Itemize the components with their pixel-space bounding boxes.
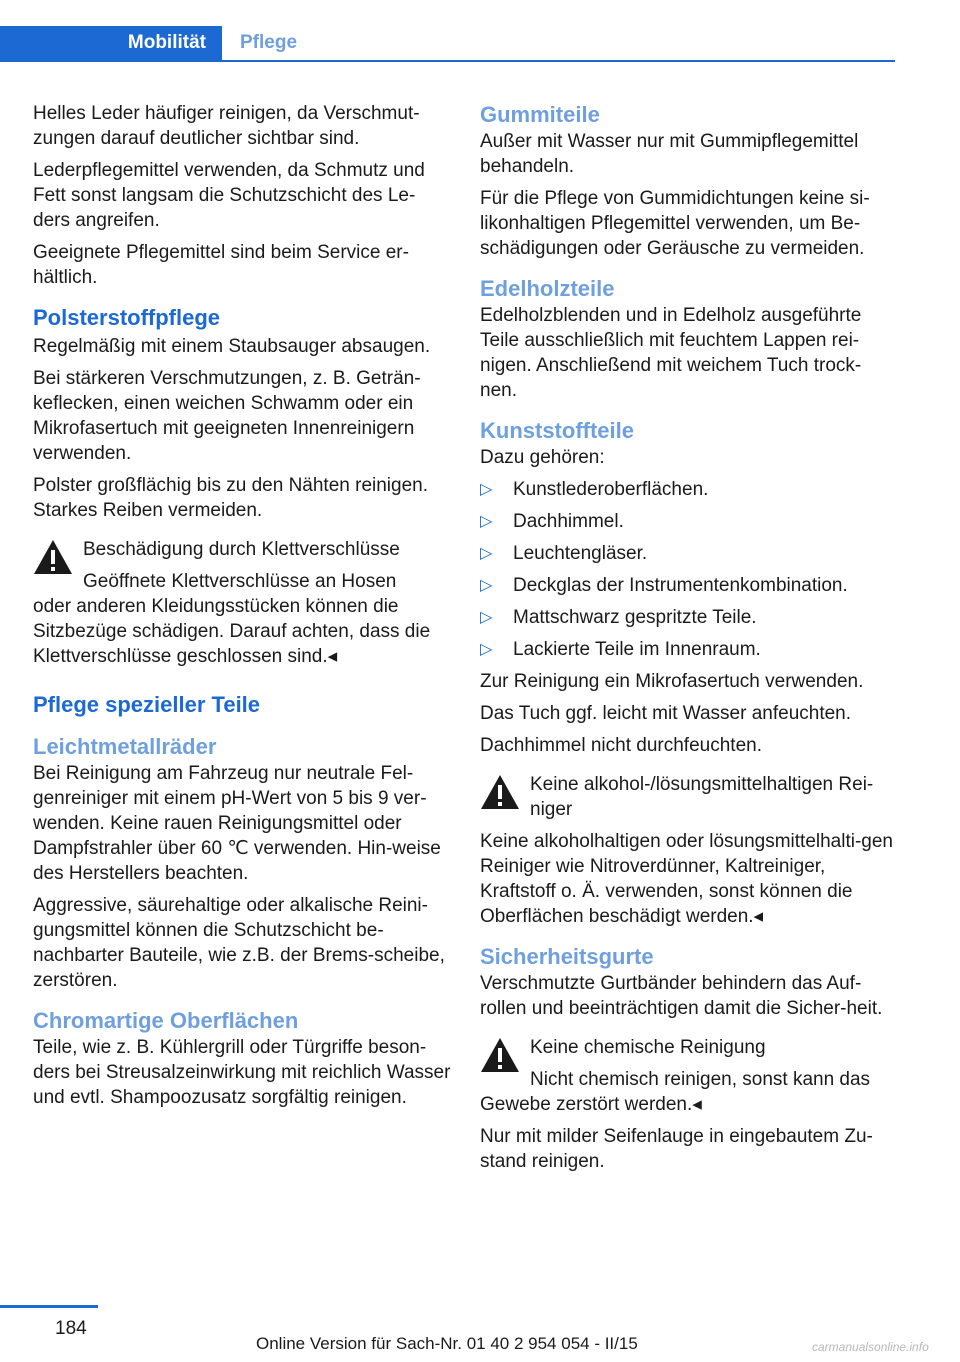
paragraph: Lederpflegemittel verwenden, da Schmutz und Fett sonst langsam die Schutzschicht des Le-ders angreifen. bbox=[33, 160, 425, 231]
tab-underline bbox=[0, 60, 895, 62]
warning-text: oder anderen Kleidungsstücken können die Sitzbezüge schädigen. Darauf achten, dass die Klettverschlüsse geschlossen sind.◂ bbox=[33, 596, 431, 667]
paragraph: Aggressive, säurehaltige oder alkalische Reini-gungsmittel können die Schutzschicht be-nachbarter Bauteile, wie z.B. der Brems-scheibe, zerstören. bbox=[33, 895, 445, 991]
paragraph: Teile, wie z. B. Kühlergrill oder Türgriffe beson-ders bei Streusalzeinwirkung mit reichlich Wasser und evtl. Shampoozusatz sorgfältig reinigen. bbox=[33, 1037, 451, 1108]
warning-triangle-icon bbox=[480, 774, 520, 810]
triangle-bullet-icon: ▷ bbox=[480, 609, 493, 626]
list-item: ▷ Mattschwarz gespritzte Teile. bbox=[480, 607, 757, 628]
list-item: ▷ Deckglas der Instrumentenkombination. bbox=[480, 575, 848, 596]
heading-sicherheitsgurte: Sicherheitsgurte bbox=[480, 944, 654, 969]
triangle-bullet-icon: ▷ bbox=[480, 513, 493, 530]
footer-accent-line bbox=[0, 1305, 98, 1308]
paragraph: Verschmutzte Gurtbänder behindern das Auf-rollen und beeinträchtigen damit die Sicher-heit. bbox=[480, 973, 883, 1019]
paragraph: Zur Reinigung ein Mikrofasertuch verwenden. bbox=[480, 671, 864, 692]
triangle-bullet-icon: ▷ bbox=[480, 481, 493, 498]
heading-edelholzteile: Edelholzteile bbox=[480, 276, 615, 301]
paragraph: Edelholzblenden und in Edelholz ausgeführte Teile ausschließlich mit feuchtem Lappen rei-nigen. Anschließend mit weichem Tuch trock-nen. bbox=[480, 305, 862, 401]
paragraph: Außer mit Wasser nur mit Gummipflegemittel behandeln. bbox=[480, 131, 859, 177]
online-version-note: Online Version für Sach-Nr. 01 40 2 954 054 - II/15 bbox=[256, 1334, 638, 1353]
warning-text-first-line: Geöffnete Klettverschlüsse an Hosen bbox=[83, 571, 397, 592]
tab-mobilitaet[interactable] bbox=[0, 26, 222, 60]
warning-triangle-icon bbox=[480, 1037, 520, 1073]
warning-title: Beschädigung durch Klettverschlüsse bbox=[83, 539, 400, 560]
left-column bbox=[33, 101, 451, 1117]
section-tabbar bbox=[0, 26, 895, 60]
tab-pflege-label: Pflege bbox=[240, 32, 298, 53]
paragraph: Das Tuch ggf. leicht mit Wasser anfeuchten. bbox=[480, 703, 852, 724]
list-item: ▷ Leuchtengläser. bbox=[480, 543, 648, 564]
paragraph: Bei Reinigung am Fahrzeug nur neutrale Fel-genreiniger mit einem pH-Wert von 5 bis 9 ver-wenden. Keine rauen Reinigungsmittel oder Dampfstrahler über 60 ℃ verwenden. Hin-weise des Herstellers beachten. bbox=[33, 763, 441, 884]
paragraph: Bei stärkeren Verschmutzungen, z. B. Geträn-keflecken, einen weichen Schwamm oder ein Mikrofasertuch mit geeigneten Innenreinigern verwenden. bbox=[33, 368, 421, 464]
paragraph: Für die Pflege von Gummidichtungen keine si-likonhaltigen Pflegemittel verwenden, um Be-schädigungen oder Geräusche zu vermeiden. bbox=[480, 188, 870, 259]
heading-polsterstoffpflege: Polsterstoffpflege bbox=[33, 305, 221, 330]
list-item: ▷ Lackierte Teile im Innenraum. bbox=[480, 639, 761, 660]
paragraph: Helles Leder häufiger reinigen, da Verschmut-zungen darauf deutlicher sichtbar sind. bbox=[33, 103, 420, 149]
paragraph: Regelmäßig mit einem Staubsauger absaugen. bbox=[33, 336, 431, 357]
paragraph: Dachhimmel nicht durchfeuchten. bbox=[480, 735, 762, 756]
watermark: carmanualsonline.info bbox=[812, 1340, 929, 1354]
right-column bbox=[480, 101, 898, 1181]
heading-chromartige-oberflaechen: Chromartige Oberflächen bbox=[33, 1008, 299, 1033]
heading-gummiteile: Gummiteile bbox=[480, 102, 600, 127]
warning-title: Keine alkohol-/lösungsmittelhaltigen Rei-niger bbox=[530, 774, 874, 820]
paragraph: Dazu gehören: bbox=[480, 447, 605, 468]
warning-text: Gewebe zerstört werden.◂ bbox=[480, 1094, 702, 1115]
triangle-bullet-icon: ▷ bbox=[480, 577, 493, 594]
heading-leichtmetallraeder: Leichtmetallräder bbox=[33, 734, 217, 759]
paragraph: Nur mit milder Seifenlauge in eingebautem Zu-stand reinigen. bbox=[480, 1126, 873, 1172]
triangle-bullet-icon: ▷ bbox=[480, 545, 493, 562]
bullet-list bbox=[480, 477, 898, 662]
heading-kunststoffteile: Kunststoffteile bbox=[480, 418, 634, 443]
list-item: ▷ Dachhimmel. bbox=[480, 511, 624, 532]
tab-pflege[interactable] bbox=[240, 26, 297, 60]
tab-mobilitaet-label: Mobilität bbox=[127, 32, 206, 53]
warning-title: Keine chemische Reinigung bbox=[530, 1037, 766, 1058]
warning-klettverschluesse bbox=[33, 537, 451, 669]
triangle-bullet-icon: ▷ bbox=[480, 641, 493, 658]
paragraph: Geeignete Pflegemittel sind beim Service er-hältlich. bbox=[33, 242, 409, 288]
warning-text-first-line: Nicht chemisch reinigen, sonst kann das bbox=[530, 1069, 871, 1090]
paragraph: Polster großflächig bis zu den Nähten reinigen. Starkes Reiben vermeiden. bbox=[33, 475, 429, 521]
heading-pflege-spezieller-teile: Pflege spezieller Teile bbox=[33, 692, 261, 717]
warning-chemische-reinigung bbox=[480, 1035, 898, 1117]
list-item: ▷ Kunstlederoberflächen. bbox=[480, 479, 709, 500]
warning-triangle-icon bbox=[33, 539, 73, 575]
warning-text: Keine alkoholhaltigen oder lösungsmittelhalti-gen Reiniger wie Nitroverdünner, Kaltreiniger, Kraftstoff o. Ä. verwenden, sonst können die Oberflächen beschädigt werden.◂ bbox=[480, 831, 893, 927]
page-number: 184 bbox=[55, 1318, 87, 1339]
warning-loesungsmittel bbox=[480, 772, 898, 929]
